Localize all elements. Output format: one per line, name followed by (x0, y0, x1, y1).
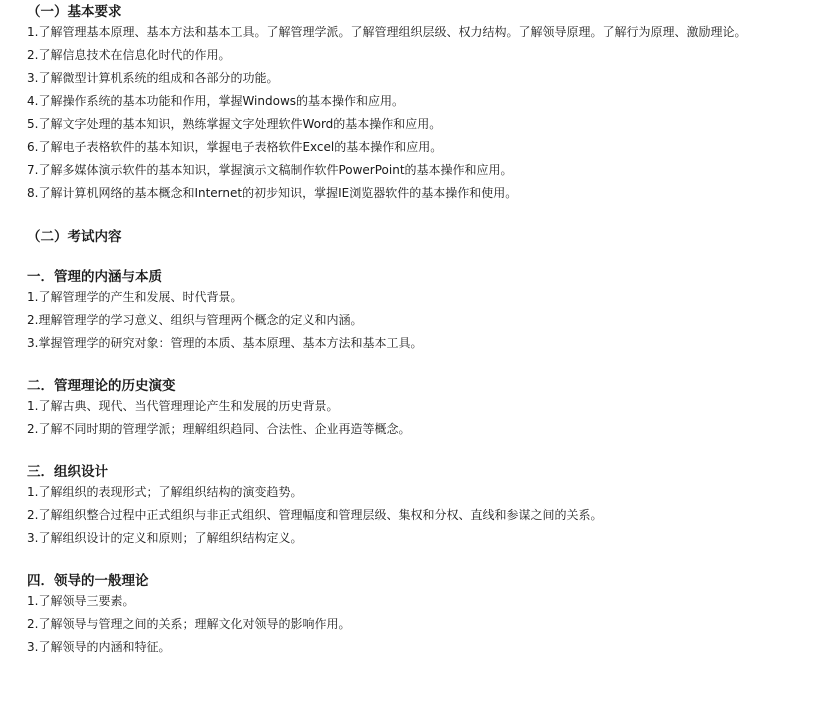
section-leadership-theory (0, 572, 817, 659)
exam-content-heading: （二）考试内容 (27, 229, 122, 245)
list-item: 2.了解组织整合过程中正式组织与非正式组织、管理幅度和管理层级、集权和分权、直线和参谋之间的关系。 (27, 508, 603, 522)
section-management-history (0, 377, 817, 441)
section-list (0, 395, 817, 441)
section-list (0, 286, 817, 355)
section-management-essence (0, 268, 817, 355)
list-item: 8.了解计算机网络的基本概念和Internet的初步知识，掌握IE浏览器软件的基本操作和使用。 (27, 186, 518, 200)
list-item: 2.了解信息技术在信息化时代的作用。 (27, 48, 231, 62)
basic-requirements-heading: （一）基本要求 (27, 4, 122, 20)
list-item: 3.掌握管理学的研究对象：管理的本质、基本原理、基本方法和基本工具。 (27, 336, 423, 350)
section-heading: 二．管理理论的历史演变 (27, 378, 176, 394)
list-item: 2.了解不同时期的管理学派；理解组织趋同、合法性、企业再造等概念。 (27, 422, 411, 436)
section-heading: 三．组织设计 (27, 464, 108, 480)
list-item: 3.了解领导的内涵和特征。 (27, 640, 171, 654)
list-item: 1.了解组织的表现形式；了解组织结构的演变趋势。 (27, 485, 303, 499)
list-item: 3.了解微型计算机系统的组成和各部分的功能。 (27, 71, 279, 85)
list-item: 5.了解文字处理的基本知识，熟练掌握文字处理软件Word的基本操作和应用。 (27, 117, 442, 131)
list-item: 3.了解组织设计的定义和原则；了解组织结构定义。 (27, 531, 303, 545)
list-item: 7.了解多媒体演示软件的基本知识，掌握演示文稿制作软件PowerPoint的基本操作和应用。 (27, 163, 513, 177)
list-item: 1.了解管理学的产生和发展、时代背景。 (27, 290, 243, 304)
section-list (0, 590, 817, 659)
section-organization-design (0, 463, 817, 550)
list-item: 2.理解管理学的学习意义、组织与管理两个概念的定义和内涵。 (27, 313, 363, 327)
section-list (0, 481, 817, 550)
list-item: 6.了解电子表格软件的基本知识，掌握电子表格软件Excel的基本操作和应用。 (27, 140, 443, 154)
section-heading: 一．管理的内涵与本质 (27, 269, 162, 285)
list-item: 1.了解领导三要素。 (27, 594, 135, 608)
list-item: 1.了解管理基本原理、基本方法和基本工具。了解管理学派。了解管理组织层级、权力结构。了解领导原理。了解行为原理、激励理论。 (27, 25, 747, 39)
list-item: 4.了解操作系统的基本功能和作用，掌握Windows的基本操作和应用。 (27, 94, 405, 108)
list-item: 1.了解古典、现代、当代管理理论产生和发展的历史背景。 (27, 399, 339, 413)
basic-requirements-section (0, 3, 817, 205)
list-item: 2.了解领导与管理之间的关系；理解文化对领导的影响作用。 (27, 617, 351, 631)
basic-requirements-list (0, 21, 817, 205)
section-heading: 四．领导的一般理论 (27, 573, 149, 589)
